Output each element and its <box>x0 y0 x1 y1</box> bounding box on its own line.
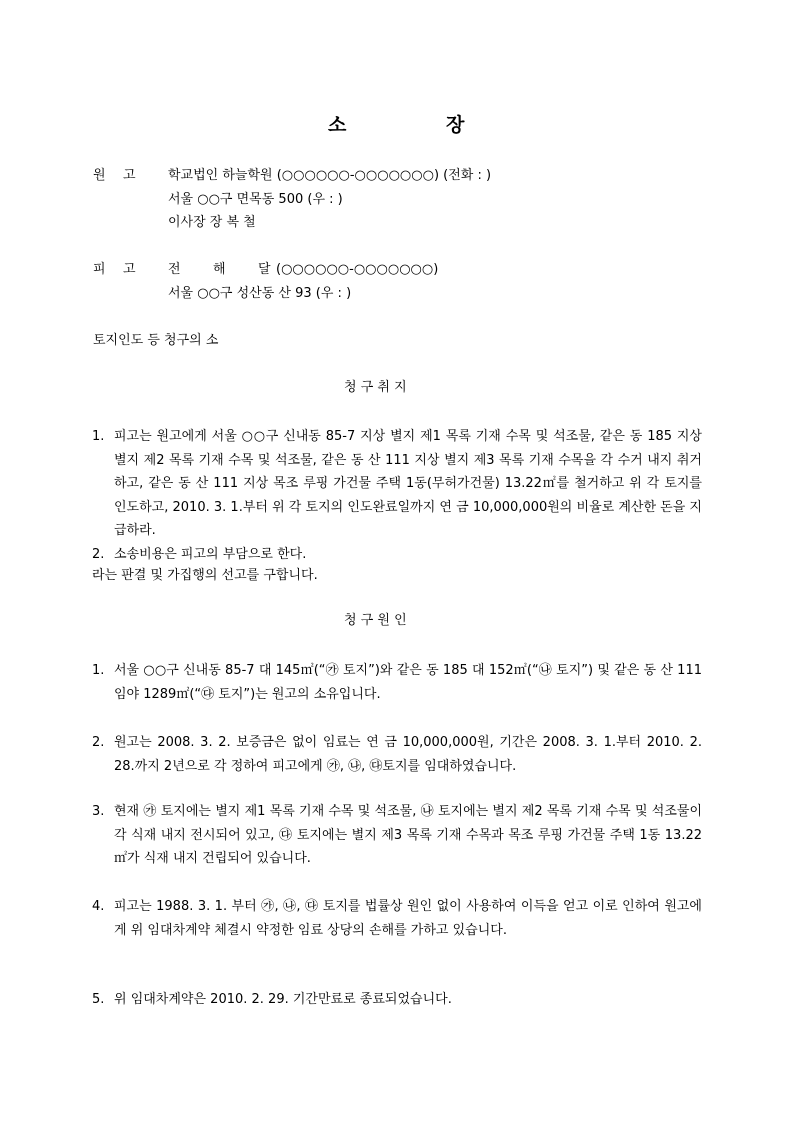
claim-cause-item-2 <box>92 731 702 778</box>
item-number: 1. <box>92 663 105 678</box>
claim-cause-item-5 <box>92 988 702 1012</box>
item-number: 2. <box>92 735 105 750</box>
plaintiff-representative-line: 이사장 장 복 철 <box>168 215 256 230</box>
item-text: 피고는 원고에게 서울 ○○구 신내동 85-7 지상 별지 제1 목록 기재 수목 및 석조물, 같은 동 185 지상 별지 제2 목록 기재 수목 및 석조물, 같은 동 산 111 지상 별지 제3 목록 기재 수목을 각 수거 내지 취거하고, 같은 동 산 111 지상 목조 루핑 가건물 주택 1동(무허가건물) 13.22㎡를 철거하고 위 각 토지를 인도하고, 2010. 3. 1.부터 위 각 토지의 인도완료일까지 연 금 10,000,000원의 비율로 계산한 돈을 지급하라. <box>114 429 702 538</box>
claim-purpose-item-2 <box>92 543 702 567</box>
title-char-1: 소 <box>328 114 347 136</box>
title-char-2: 장 <box>446 114 465 136</box>
claim-cause-heading: 청 구 원 인 <box>344 613 407 628</box>
plaintiff-name-line: 학교법인 하늘학원 (○○○○○○-○○○○○○○) (전화 : ) <box>168 168 492 183</box>
defendant-label-2: 고 <box>123 262 136 277</box>
item-number: 3. <box>92 804 105 819</box>
item-number: 2. <box>92 547 105 562</box>
item-text: 서울 ○○구 신내동 85-7 대 145㎡(“㉮ 토지”)와 같은 동 185 대 152㎡(“㉯ 토지”) 및 같은 동 산 111 임야 1289㎡(“㉰ 토지”)는 원고의 소유입니다. <box>114 663 702 702</box>
plaintiff-label-2: 고 <box>123 168 136 183</box>
defendant-name-char-2: 해 <box>213 262 226 277</box>
defendant-name-char-1: 전 <box>168 262 181 277</box>
item-text: 현재 ㉮ 토지에는 별지 제1 목록 기재 수목 및 석조물, ㉯ 토지에는 별지 제2 목록 기재 수목 및 석조물이 각 식재 내지 전시되어 있고, ㉰ 토지에는 별지 제3 목록 기재 수목과 목조 루핑 가건물 주택 1동 13.22㎡가 식재 내지 건립되어 있습니다. <box>114 804 702 866</box>
item-number: 5. <box>92 992 105 1007</box>
plaintiff-address-line: 서울 ○○구 면목동 500 (우 : ) <box>168 192 343 207</box>
claim-cause-item-3 <box>92 800 702 871</box>
defendant-id: (○○○○○○-○○○○○○○) <box>276 262 439 277</box>
claim-purpose-heading: 청 구 취 지 <box>344 380 407 395</box>
item-text: 소송비용은 피고의 부담으로 한다. <box>114 547 307 562</box>
defendant-address-line: 서울 ○○구 성산동 산 93 (우 : ) <box>168 286 352 301</box>
claim-cause-item-1 <box>92 659 702 706</box>
item-text: 피고는 1988. 3. 1. 부터 ㉮, ㉯, ㉰ 토지를 법률상 원인 없이 사용하여 이득을 얻고 이로 인하여 원고에게 위 임대차계약 체결시 약정한 임료 상당의 손해를 가하고 있습니다. <box>114 899 702 938</box>
case-title: 토지인도 등 청구의 소 <box>93 333 219 348</box>
item-number: 4. <box>92 899 105 914</box>
item-text: 원고는 2008. 3. 2. 보증금은 없이 임료는 연 금 10,000,000원, 기간은 2008. 3. 1.부터 2010. 2. 28.까지 2년으로 각 정하여 피고에게 ㉮, ㉯, ㉰토지를 임대하였습니다. <box>114 735 702 774</box>
defendant-label-1: 피 <box>93 262 106 277</box>
claim-cause-item-4 <box>92 895 702 942</box>
closing-line: 라는 판결 및 가집행의 선고를 구합니다. <box>92 568 318 583</box>
item-text: 위 임대차계약은 2010. 2. 29. 기간만료로 종료되었습니다. <box>114 992 452 1007</box>
claim-purpose-item-1 <box>92 425 702 543</box>
item-number: 1. <box>92 429 105 444</box>
defendant-name-char-3: 달 <box>258 262 271 277</box>
plaintiff-label-1: 원 <box>93 168 106 183</box>
